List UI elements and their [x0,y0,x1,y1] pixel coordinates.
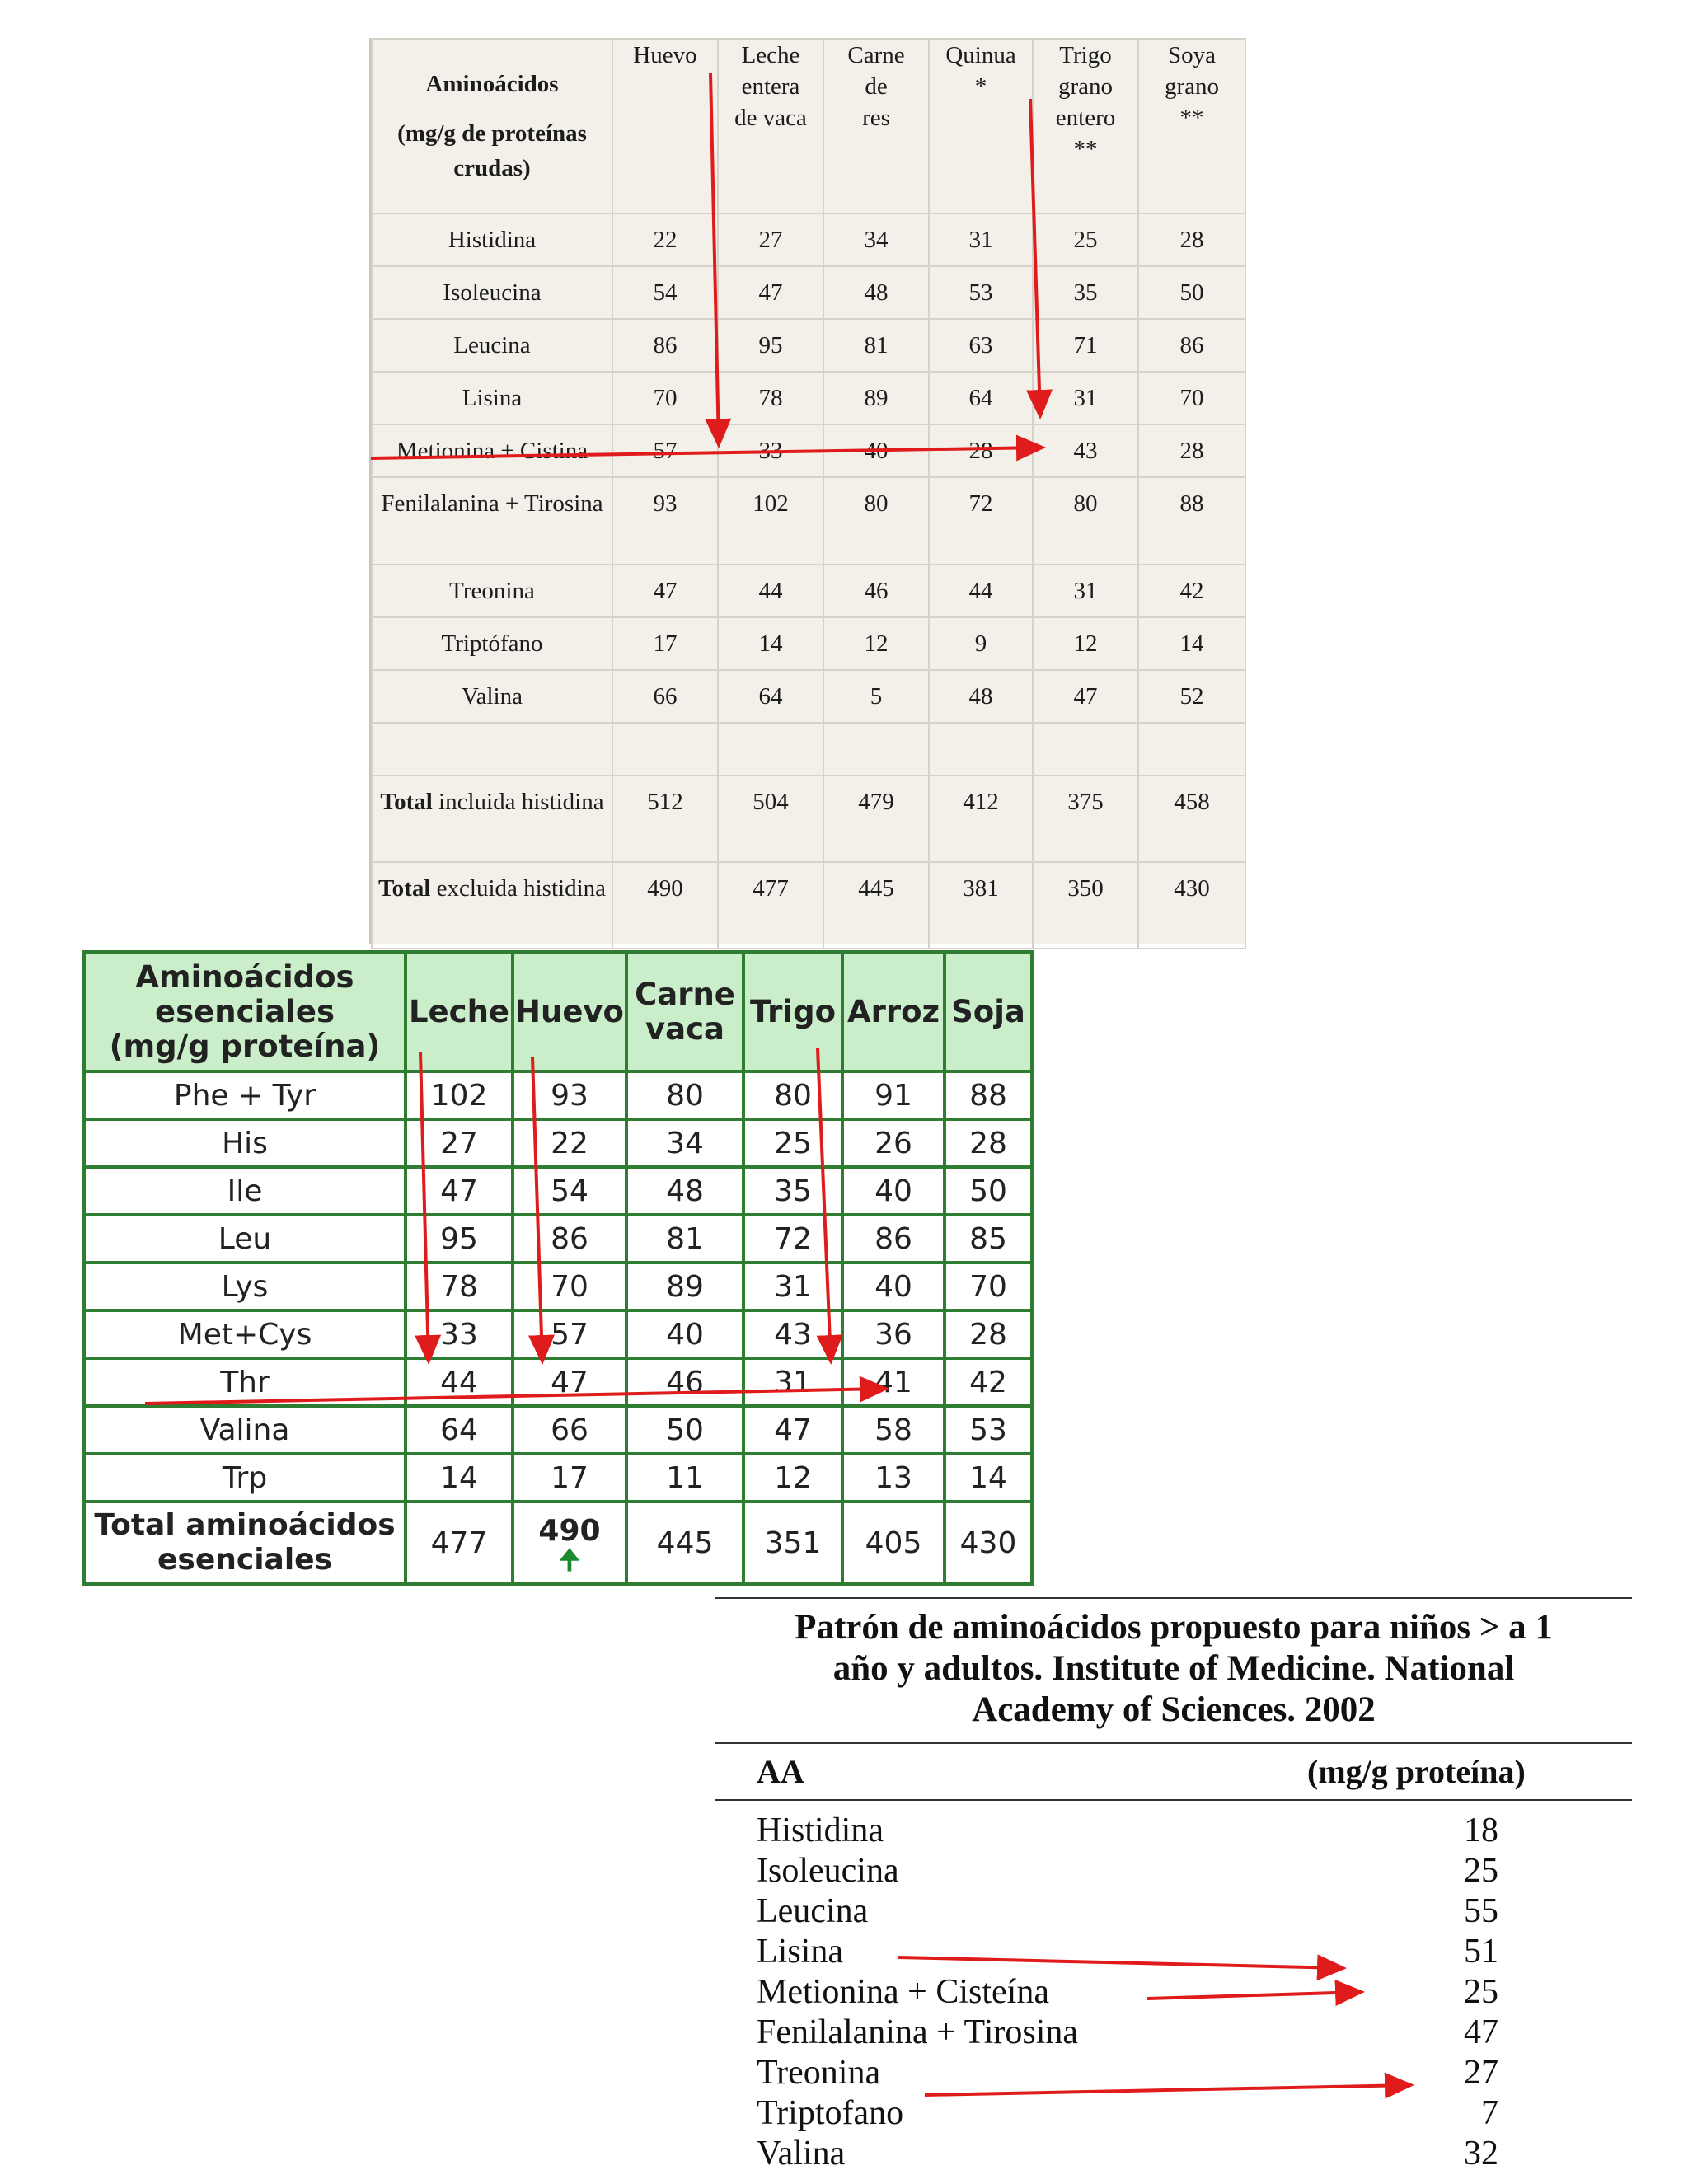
amino-table-1-grid [371,38,1246,949]
t1-empty-cell [929,723,1033,776]
iom-row [757,1931,1581,1972]
t1-row [372,477,1245,565]
amino-table-2 [82,950,1034,1586]
t1-row [372,617,1245,670]
t1-cell: 89 [823,372,929,424]
t2-col-header-line: Arroz [846,993,940,1029]
t2-cell: 86 [513,1215,626,1263]
t1-cell: 34 [823,213,929,266]
t1-col-header-line: grano [1164,73,1220,100]
t1-total-cell: 458 [1138,776,1245,862]
t1-header-aminoacidos [372,39,612,213]
title-line: Academy of Sciences. 2002 [972,1690,1376,1729]
t2-col-header-line: Leche [408,993,510,1029]
t1-row [372,565,1245,617]
t2-cell: 12 [743,1454,842,1502]
t2-total-value: 405 [865,1526,922,1560]
iom-row-name: Lisina [757,1933,843,1971]
t1-col-header [929,39,1033,213]
t1-cell: 43 [1033,424,1138,477]
t2-col-header [945,952,1032,1071]
iom-row [757,1810,1581,1851]
t1-cell: 44 [929,565,1033,617]
t1-empty-cell [612,723,718,776]
t1-col-header-line: Quinua [945,42,1016,68]
t1-col-header-line: Carne [847,42,905,68]
t1-cell: 14 [718,617,823,670]
t1-total-cell: 477 [718,862,823,949]
t1-cell: 63 [929,319,1033,372]
t2-cell: 43 [743,1310,842,1358]
iom-row-value: 47 [1464,2013,1498,2051]
t2-cell: 31 [743,1358,842,1406]
t2-total-value: 445 [656,1526,714,1560]
iom-row-name: Fenilalanina + Tirosina [757,2013,1079,2051]
t2-cell: 34 [626,1119,743,1167]
t2-total-cell [406,1502,513,1584]
t2-cell: 40 [842,1167,945,1215]
t2-total-cell [842,1502,945,1584]
t1-cell: 78 [718,372,823,424]
t1-col-header-line: res [862,105,890,131]
t2-row-label: Trp [84,1454,406,1502]
t2-col-header [743,952,842,1071]
t2-col-header [513,952,626,1071]
iom-row-value: 55 [1464,1892,1498,1930]
iom-row-value: 18 [1464,1811,1498,1849]
t1-header-line: (mg/g de proteínas [397,120,587,147]
t1-row [372,266,1245,319]
t2-cell: 14 [945,1454,1032,1502]
iom-row [757,2133,1581,2174]
iom-row [757,2052,1581,2093]
t1-col-header-line: Leche [741,42,800,68]
t1-cell: 28 [929,424,1033,477]
t2-cell: 47 [513,1358,626,1406]
t1-col-header-line: Huevo [633,42,697,68]
t1-cell: 64 [929,372,1033,424]
title-line: año y adultos. Institute of Medicine. National [832,1649,1515,1688]
t1-empty-cell [823,723,929,776]
t2-cell: 48 [626,1167,743,1215]
iom-row-name: Leucina [757,1892,869,1930]
t1-cell: 93 [612,477,718,565]
t1-cell: 9 [929,617,1033,670]
t2-cell: 70 [513,1263,626,1310]
t1-total-cell: 445 [823,862,929,949]
iom-row-name: Triptofano [757,2094,904,2132]
t1-cell: 64 [718,670,823,723]
t2-cell: 50 [945,1167,1032,1215]
t2-cell: 35 [743,1167,842,1215]
t1-row-label: Valina [372,670,612,723]
t1-col-header [612,39,718,213]
t1-col-header [823,39,929,213]
t1-total-bold: Total [380,789,433,815]
t1-cell: 28 [1138,424,1245,477]
t2-cell: 66 [513,1406,626,1454]
t2-row [84,1263,1032,1310]
t1-row [372,670,1245,723]
iom-row-value: 7 [1481,2094,1498,2132]
amino-table-1 [369,38,1246,944]
t1-empty-row [372,723,1245,776]
t2-header-row [84,952,1032,1071]
t1-cell: 72 [929,477,1033,565]
t1-col-header [718,39,823,213]
iom-row-name: Isoleucina [757,1852,899,1890]
t1-col-header-line: grano [1057,73,1114,100]
t2-cell: 64 [406,1406,513,1454]
t1-total-row [372,776,1245,862]
t2-cell: 102 [406,1071,513,1119]
t1-cell: 71 [1033,319,1138,372]
t1-cell: 53 [929,266,1033,319]
t1-header-line: Aminoácidos [425,71,559,97]
t2-cell: 42 [945,1358,1032,1406]
t1-row [372,424,1245,477]
t2-total-cell [513,1502,626,1584]
t2-cell: 31 [743,1263,842,1310]
t1-cell: 28 [1138,213,1245,266]
t2-cell: 70 [945,1263,1032,1310]
t1-total-cell: 512 [612,776,718,862]
t1-col-header-line: entero [1055,105,1116,131]
t1-cell: 31 [929,213,1033,266]
t2-header-line: Aminoácidos [135,958,354,995]
t1-empty-cell [718,723,823,776]
t2-row [84,1119,1032,1167]
t1-total-cell: 430 [1138,862,1245,949]
t1-row [372,213,1245,266]
iom-row-name: Valina [757,2135,846,2172]
t2-cell: 47 [406,1167,513,1215]
t1-col-header-line: * [974,73,987,100]
up-arrow-icon: 🠉 [557,1543,582,1577]
t2-row-label: His [84,1119,406,1167]
t1-cell: 44 [718,565,823,617]
t2-cell: 54 [513,1167,626,1215]
t1-empty-cell [1138,723,1245,776]
t1-cell: 42 [1138,565,1245,617]
t2-row [84,1454,1032,1502]
t2-row [84,1406,1032,1454]
t2-cell: 72 [743,1215,842,1263]
t2-total-cell [743,1502,842,1584]
t1-total-cell: 375 [1033,776,1138,862]
t1-col-header [1033,39,1138,213]
t2-total-cell [626,1502,743,1584]
t2-cell: 33 [406,1310,513,1358]
t2-cell: 78 [406,1263,513,1310]
t2-row [84,1071,1032,1119]
t1-cell: 47 [1033,670,1138,723]
t1-row-label: Treonina [372,565,612,617]
t2-cell: 58 [842,1406,945,1454]
t2-header-line: esenciales [155,993,335,1029]
t1-total-cell: 350 [1033,862,1138,949]
t2-total-cell [945,1502,1032,1584]
t2-cell: 86 [842,1215,945,1263]
t1-cell: 17 [612,617,718,670]
t2-row [84,1310,1032,1358]
header-top-rule [715,1742,1632,1744]
t2-cell: 26 [842,1119,945,1167]
t2-cell: 27 [406,1119,513,1167]
title-line: Patrón de aminoácidos propuesto para niños > a 1 [795,1608,1553,1647]
t1-cell: 86 [1138,319,1245,372]
iom-row [757,1850,1581,1891]
t2-cell: 91 [842,1071,945,1119]
t1-cell: 88 [1138,477,1245,565]
t1-cell: 80 [823,477,929,565]
t1-total-cell: 490 [612,862,718,949]
t2-col-header [406,952,513,1071]
iom-row-value: 32 [1464,2135,1498,2172]
t2-total-label [84,1502,406,1584]
t2-row [84,1215,1032,1263]
t1-row-label: Leucina [372,319,612,372]
t2-row [84,1167,1032,1215]
t2-cell: 47 [743,1406,842,1454]
t1-col-header-line: Trigo [1059,42,1112,68]
iom-row-name: Treonina [757,2054,881,2092]
t2-cell: 11 [626,1454,743,1502]
t1-cell: 12 [823,617,929,670]
t2-cell: 41 [842,1358,945,1406]
t1-total-cell: 412 [929,776,1033,862]
iom-table-title [715,1607,1632,1731]
t1-empty-cell [372,723,612,776]
t1-cell: 95 [718,319,823,372]
t1-row-label: Fenilalanina + Tirosina [372,477,612,565]
t2-header-line: (mg/g proteína) [109,1028,381,1064]
t2-total-value: 430 [959,1526,1017,1560]
t1-cell: 86 [612,319,718,372]
t2-cell: 46 [626,1358,743,1406]
t1-total-bold: Total [377,875,431,902]
t2-cell: 53 [945,1406,1032,1454]
t2-cell: 28 [945,1310,1032,1358]
iom-row-value: 51 [1464,1933,1498,1971]
iom-row-name: Histidina [757,1811,884,1849]
t2-cell: 57 [513,1310,626,1358]
t1-header-row [372,39,1245,213]
t2-row-label: Met+Cys [84,1310,406,1358]
t1-cell: 12 [1033,617,1138,670]
t2-row-label: Lys [84,1263,406,1310]
t2-row-label: Leu [84,1215,406,1263]
t1-row-label: Lisina [372,372,612,424]
header-aa: AA [757,1753,804,1790]
t1-cell: 80 [1033,477,1138,565]
t2-cell: 25 [743,1119,842,1167]
iom-row-value: 25 [1464,1973,1498,2011]
t2-cell: 89 [626,1263,743,1310]
t1-cell: 25 [1033,213,1138,266]
t1-row-label: Triptófano [372,617,612,670]
t1-cell: 47 [718,266,823,319]
t1-cell: 46 [823,565,929,617]
t2-col-header-line: Soja [951,993,1025,1029]
t1-row [372,319,1245,372]
t2-row-label: Ile [84,1167,406,1215]
t1-cell: 81 [823,319,929,372]
t2-cell: 22 [513,1119,626,1167]
t1-cell: 27 [718,213,823,266]
t2-row [84,1358,1032,1406]
t2-col-header-line: Carne [635,976,735,1012]
t1-col-header-line: de [865,73,888,100]
iom-row-value: 25 [1464,1852,1498,1890]
t1-row-label: Isoleucina [372,266,612,319]
t1-cell: 35 [1033,266,1138,319]
t2-cell: 13 [842,1454,945,1502]
t2-total-row [84,1502,1032,1584]
t1-cell: 48 [929,670,1033,723]
t1-col-header-line: ** [1073,136,1098,162]
t2-cell: 36 [842,1310,945,1358]
iom-row-name: Metionina + Cisteína [757,1973,1049,2011]
t1-cell: 31 [1033,565,1138,617]
t1-cell: 50 [1138,266,1245,319]
t1-cell: 22 [612,213,718,266]
t1-cell: 102 [718,477,823,565]
t2-total-value: 490 [538,1513,601,1548]
t2-col-header [842,952,945,1071]
t2-col-header [626,952,743,1071]
t1-total-rest: excluida histidina [430,875,607,902]
t1-cell: 54 [612,266,718,319]
t1-cell: 70 [1138,372,1245,424]
t2-cell: 93 [513,1071,626,1119]
t1-cell: 57 [612,424,718,477]
t1-cell: 52 [1138,670,1245,723]
iom-row [757,1971,1581,2013]
t2-header-aminoacidos [84,952,406,1071]
t1-cell: 40 [823,424,929,477]
t2-cell: 44 [406,1358,513,1406]
t1-col-header-line: Soya [1168,42,1216,68]
t2-total-value: 351 [764,1526,822,1560]
t2-total-label-line: Total aminoácidos [94,1508,396,1542]
t2-cell: 17 [513,1454,626,1502]
t2-total-label-line: esenciales [157,1543,333,1577]
t1-row-label: Histidina [372,213,612,266]
t1-total-rest: incluida histidina [432,789,604,815]
t1-col-header-line: ** [1179,105,1204,131]
t2-cell: 40 [626,1310,743,1358]
t2-cell: 40 [842,1263,945,1310]
iom-row [757,2093,1581,2134]
iom-row [757,2012,1581,2053]
t1-cell: 70 [612,372,718,424]
t2-col-header-line: vaca [645,1010,724,1047]
t1-header-line: crudas) [453,155,531,181]
t2-cell: 80 [743,1071,842,1119]
header-bottom-rule [715,1799,1632,1801]
t1-cell: 31 [1033,372,1138,424]
t1-cell: 48 [823,266,929,319]
t1-cell: 5 [823,670,929,723]
t1-cell: 14 [1138,617,1245,670]
t1-cell: 66 [612,670,718,723]
iom-row-value: 27 [1464,2054,1498,2092]
t2-cell: 28 [945,1119,1032,1167]
t1-total-cell: 479 [823,776,929,862]
t2-cell: 95 [406,1215,513,1263]
t2-cell: 88 [945,1071,1032,1119]
t1-total-label [372,776,612,862]
t1-row [372,372,1245,424]
t1-total-row [372,862,1245,949]
t1-row-label: Metionina + Cistina [372,424,612,477]
t1-cell: 47 [612,565,718,617]
t2-col-header-line: Trigo [749,993,836,1029]
t1-cell: 33 [718,424,823,477]
t2-row-label: Phe + Tyr [84,1071,406,1119]
t2-cell: 85 [945,1215,1032,1263]
iom-row [757,1891,1581,1932]
top-rule [715,1597,1632,1599]
t1-total-cell: 381 [929,862,1033,949]
t1-col-header-line: de vaca [734,105,807,131]
t2-row-label: Valina [84,1406,406,1454]
t2-cell: 80 [626,1071,743,1119]
t2-col-header-line: Huevo [515,993,624,1029]
t2-cell: 14 [406,1454,513,1502]
t2-cell: 50 [626,1406,743,1454]
t2-cell: 81 [626,1215,743,1263]
header-unit: (mg/g proteína) [1307,1753,1526,1790]
t1-total-label [372,862,612,949]
t2-total-value: 477 [430,1526,488,1560]
t1-col-header-line: entera [741,73,800,100]
t1-total-cell: 504 [718,776,823,862]
t1-col-header [1138,39,1245,213]
t2-row-label: Thr [84,1358,406,1406]
t1-empty-cell [1033,723,1138,776]
